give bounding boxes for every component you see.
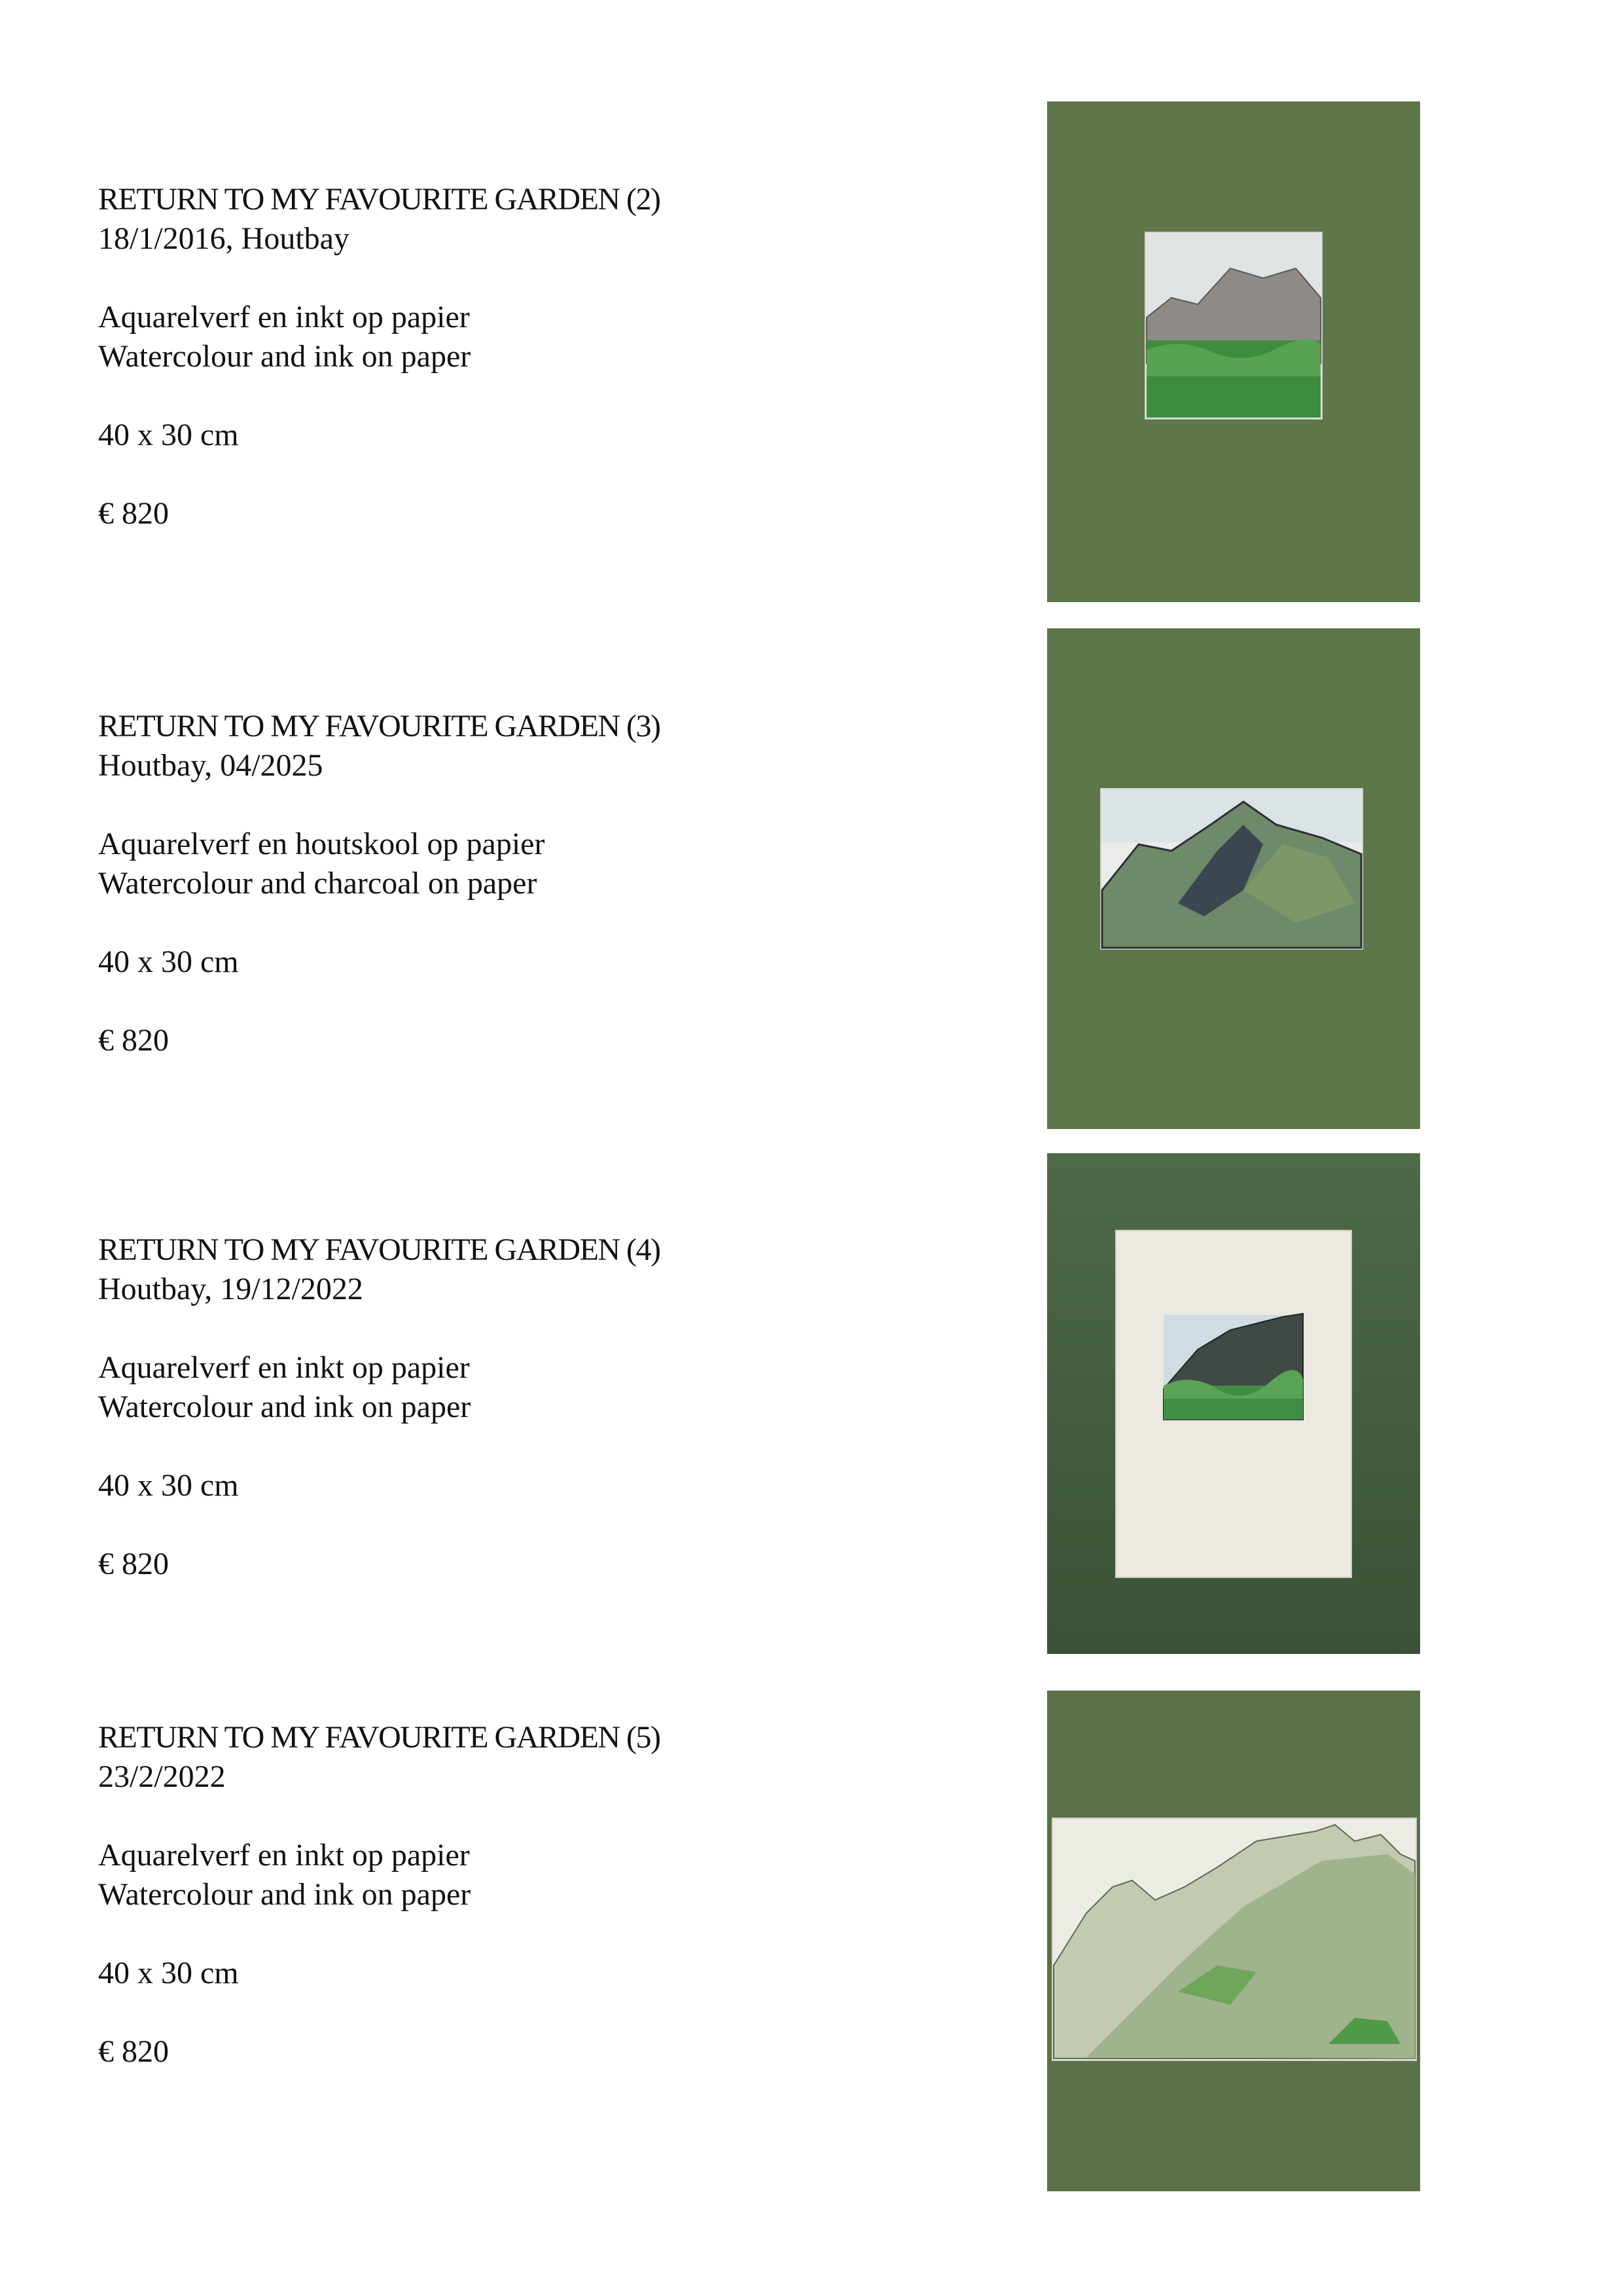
artwork-price: € 820 xyxy=(98,1023,169,1058)
artwork-medium-nl: Aquarelverf en inkt op papier xyxy=(98,1838,470,1873)
artwork-size: 40 x 30 cm xyxy=(98,944,239,979)
artwork-date: Houtbay, 19/12/2022 xyxy=(98,1272,363,1306)
artwork-entry-1 xyxy=(98,180,949,533)
artwork-title: RETURN TO MY FAVOURITE GARDEN (2) xyxy=(98,182,660,217)
artwork-entry-2 xyxy=(98,707,949,1060)
artwork-date: 18/1/2016, Houtbay xyxy=(98,221,349,256)
artwork-price: € 820 xyxy=(98,2034,169,2069)
artwork-photo-1 xyxy=(1047,101,1420,602)
artwork-title: RETURN TO MY FAVOURITE GARDEN (5) xyxy=(98,1720,660,1755)
artwork-price: € 820 xyxy=(98,1547,169,1581)
artwork-medium-en: Watercolour and ink on paper xyxy=(98,1390,471,1424)
artwork-medium-en: Watercolour and ink on paper xyxy=(98,1877,471,1912)
artwork-price: € 820 xyxy=(98,496,169,531)
artwork-medium-en: Watercolour and ink on paper xyxy=(98,339,471,374)
artwork-medium-nl: Aquarelverf en inkt op papier xyxy=(98,1350,470,1385)
artwork-date: Houtbay, 04/2025 xyxy=(98,748,323,783)
artwork-medium-nl: Aquarelverf en houtskool op papier xyxy=(98,827,545,861)
artwork-photo-2 xyxy=(1047,628,1420,1129)
artwork-date: 23/2/2022 xyxy=(98,1759,226,1794)
artwork-entry-4 xyxy=(98,1718,949,2072)
artwork-size: 40 x 30 cm xyxy=(98,1468,239,1503)
artwork-medium-nl: Aquarelverf en inkt op papier xyxy=(98,300,470,334)
artwork-title: RETURN TO MY FAVOURITE GARDEN (4) xyxy=(98,1232,660,1267)
artwork-entry-3 xyxy=(98,1230,949,1584)
artwork-title: RETURN TO MY FAVOURITE GARDEN (3) xyxy=(98,709,660,744)
artwork-photo-3 xyxy=(1047,1153,1420,1654)
artwork-medium-en: Watercolour and charcoal on paper xyxy=(98,866,537,901)
artwork-size: 40 x 30 cm xyxy=(98,418,239,452)
artwork-photo-4 xyxy=(1047,1691,1420,2191)
artwork-size: 40 x 30 cm xyxy=(98,1956,239,1990)
